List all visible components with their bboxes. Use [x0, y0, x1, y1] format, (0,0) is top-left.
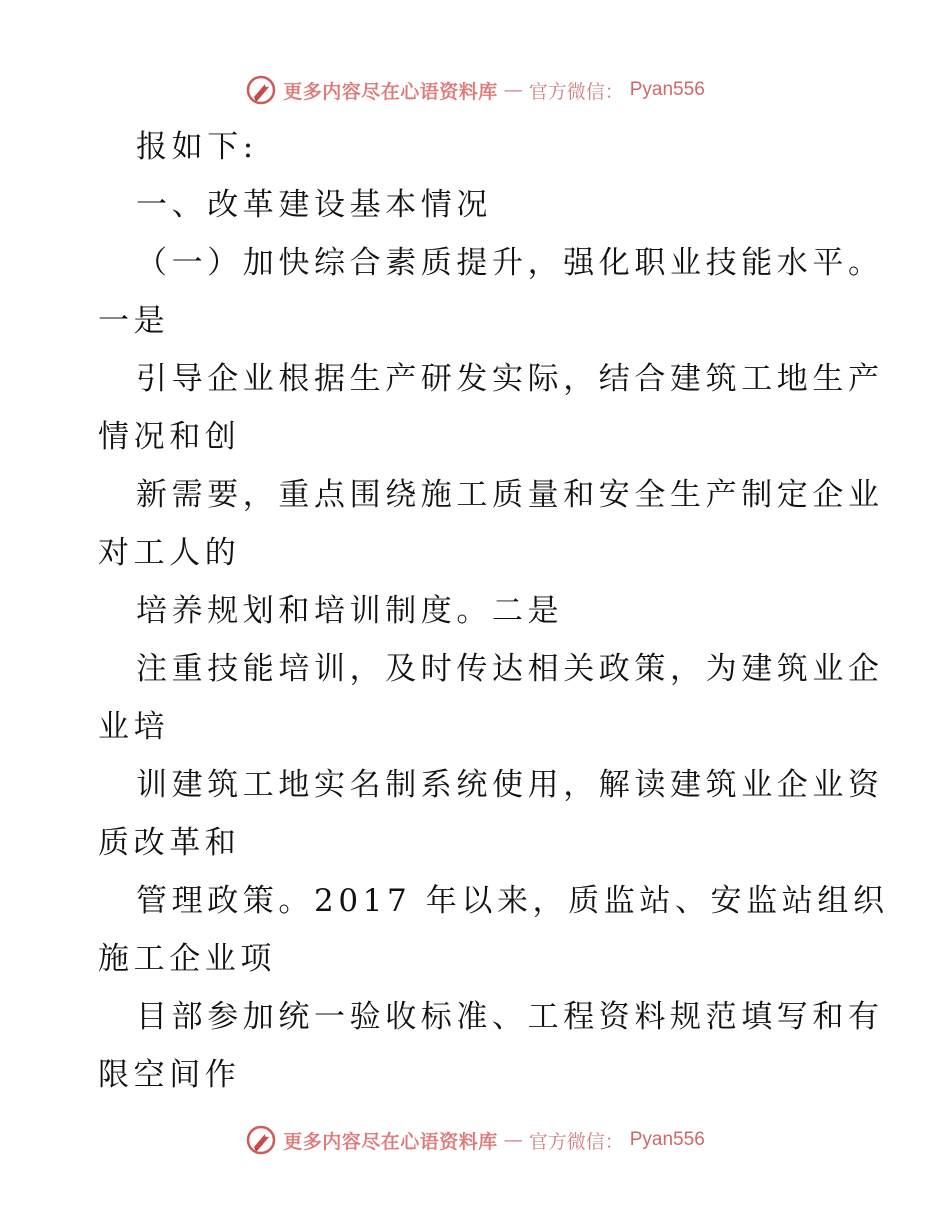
- footer-banner: [0, 1120, 950, 1160]
- text-line: 对工人的: [98, 535, 241, 571]
- text-line: 限空间作: [98, 1057, 241, 1093]
- text-line: 目部参加统一验收标准、工程资料规范填写和有: [136, 999, 884, 1035]
- pen-logo-icon: [245, 1124, 277, 1156]
- pen-logo-icon: [245, 74, 277, 106]
- text-line: 新需要，重点围绕施工质量和安全生产制定企业: [136, 477, 884, 513]
- text-line: 训建筑工地实名制系统使用，解读建筑业企业资: [136, 767, 884, 803]
- text-line: 培养规划和培训制度。二是: [136, 593, 564, 629]
- text-line: 引导企业根据生产研发实际，结合建筑工地生产: [136, 361, 884, 397]
- header-banner: [0, 70, 950, 110]
- banner-wechat-id: Pyan556: [629, 79, 705, 100]
- text-line: 注重技能培训，及时传达相关政策，为建筑业企: [136, 651, 884, 687]
- banner-dash: —: [503, 1129, 523, 1151]
- text-line: 情况和创: [98, 419, 241, 455]
- subsection-heading: （一）加快综合素质提升，强化职业技能水平。: [136, 245, 884, 281]
- section-heading: 一、改革建设基本情况: [136, 187, 492, 223]
- text-line: 管理政策。2017 年以来，质监站、安监站组织: [136, 883, 889, 919]
- text-line: 一是: [98, 303, 170, 339]
- banner-title: 更多内容尽在心语资料库: [283, 1130, 498, 1153]
- text-line: 业培: [98, 709, 170, 745]
- banner-wechat-id: Pyan556: [629, 1129, 705, 1150]
- text-line: 报如下:: [136, 129, 258, 165]
- banner-label: 官方微信：: [528, 1130, 624, 1153]
- banner-dash: —: [503, 79, 523, 101]
- banner-label: 官方微信：: [528, 80, 624, 103]
- banner-title: 更多内容尽在心语资料库: [283, 80, 498, 103]
- text-line: 质改革和: [98, 825, 241, 861]
- text-line: 施工企业项: [98, 941, 276, 977]
